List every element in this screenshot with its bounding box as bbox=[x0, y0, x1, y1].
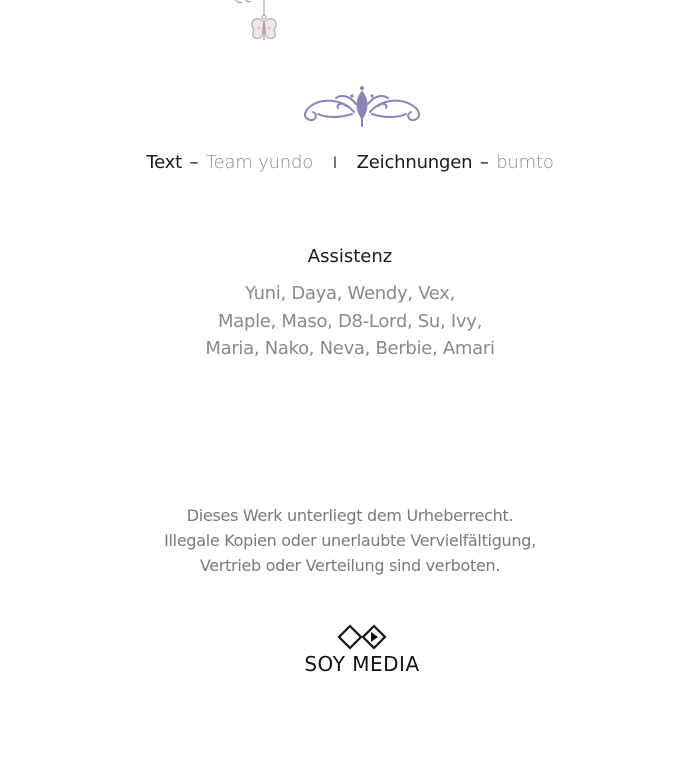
text-role-label: Text bbox=[146, 152, 182, 173]
assistance-line: Maria, Nako, Neva, Berbie, Amari bbox=[205, 338, 495, 359]
credits-separator: I bbox=[332, 153, 338, 172]
text-dash: – bbox=[189, 152, 199, 173]
assistance-title: Assistenz bbox=[307, 246, 393, 267]
publisher-name: SOY MEDIA bbox=[304, 652, 420, 676]
copyright-line: Illegale Kopien oder unerlaubte Vervielfältigung, bbox=[164, 531, 536, 550]
assistance-line: Maple, Maso, D8-Lord, Su, Ivy, bbox=[218, 310, 482, 332]
copyright-line: Vertrieb oder Verteilung sind verboten. bbox=[199, 556, 501, 575]
copyright-notice bbox=[0, 503, 700, 578]
butterfly-pendant-icon bbox=[228, 0, 288, 46]
copyright-line: Dieses Werk unterliegt dem Urheberrecht. bbox=[186, 506, 514, 525]
text-author-name: Team yundo bbox=[205, 152, 314, 173]
credits-line bbox=[0, 152, 700, 173]
drawing-role-label: Zeichnungen bbox=[356, 152, 473, 173]
assistance-names bbox=[0, 280, 700, 363]
assistance-line: Yuni, Daya, Wendy, Vex, bbox=[244, 283, 456, 304]
soy-media-logo-icon bbox=[337, 624, 387, 650]
flourish-ornament-icon bbox=[296, 84, 428, 130]
publisher-logo bbox=[300, 624, 424, 680]
drawing-dash: – bbox=[479, 152, 489, 173]
drawing-artist-name: bumto bbox=[496, 152, 554, 173]
